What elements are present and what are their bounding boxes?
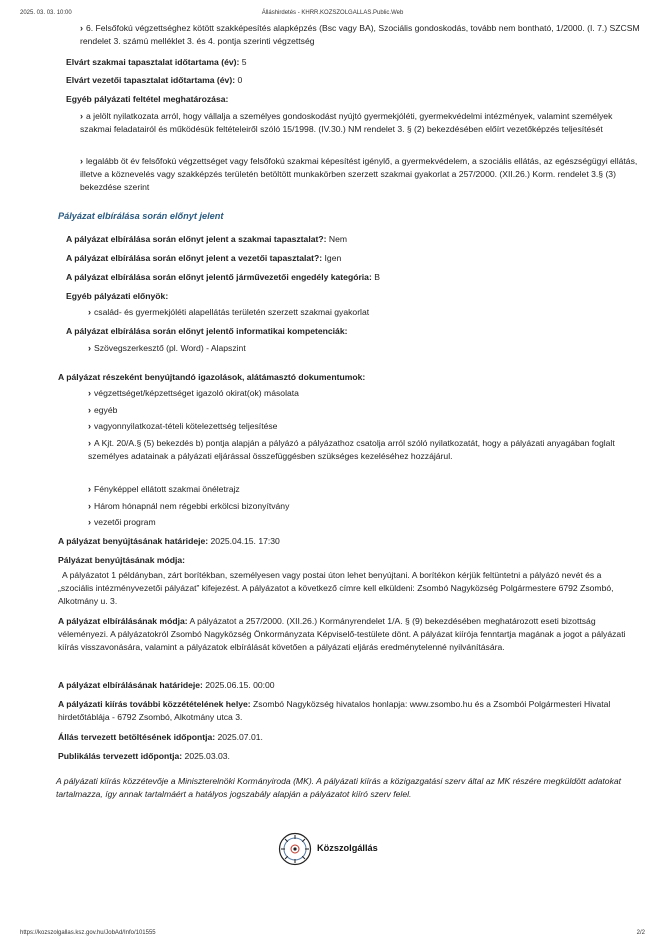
list-item: › egyéb <box>88 405 118 415</box>
list-item: › A Kjt. 20/A.§ (5) bekezdés b) pontja alapján a pályázó a pályázathoz csatolja arról szóló nyilatkozatát, hogy a pályázati anyagában foglalt személyes adatainak a pályázati eljárással összefüggésben szükséges kezeléséhez hozzájárul. <box>88 438 615 461</box>
print-title: Álláshirdetés - KHRR.KOZSZOLGALLAS.Public.Web <box>261 10 404 16</box>
advantage-prof-row: A pályázat elbírálása során előnyt jelent a szakmai tapasztalat?: Nem <box>66 234 348 244</box>
print-header <box>20 10 645 20</box>
chevron-right-icon: › <box>88 405 91 415</box>
list-item: › Fényképpel ellátott szakmai önéletrajz <box>88 484 240 494</box>
documents-label: A pályázat részeként benyújtandó igazolások, alátámasztó dokumentumok: <box>58 372 366 382</box>
list-item: › család- és gyermekjóléti alapellátás területén szerzett szakmai gyakorlat <box>88 307 370 317</box>
chevron-right-icon: › <box>88 421 91 431</box>
list-item: › legalább öt év felsőfokú végzettséget vagy felsőfokú szakmai képesítést igénylő, a gyermekvédelem, a szociális ellátás, az egészségügyi ellátás, illetve a köznevelés vagy szakképzés területén betöltött munkakörben szerzett szakmai gyakorlat a 257/2000. (XII.26.) Korm. rendelet 3.§ (3) bekezdése szerint <box>80 156 638 192</box>
chevron-right-icon: › <box>88 343 91 353</box>
advantage-section-title: Pályázat elbírálása során előnyt jelent <box>58 211 224 221</box>
kozszolgallas-logo <box>278 832 398 868</box>
chevron-right-icon: › <box>80 111 83 121</box>
education-bullet: › 6. Felsőfokú végzettséghez kötött szakképesítés alapképzés (Bsc vagy BA), Szociális gondoskodás, tovább nem bontható, 1/2000. (I. 7.) SZCSM rendelet 3. számú melléklet 3. és 4. pontja szerinti végzettség <box>80 23 640 46</box>
fill-date-row: Állás tervezett betöltésének időpontja: 2025.07.01. <box>58 732 263 742</box>
publish-date-row: Publikálás tervezett időpontja: 2025.03.03. <box>58 751 230 761</box>
print-date: 2025. 03. 03. 10:00 <box>20 10 72 16</box>
chevron-right-icon: › <box>88 484 91 494</box>
chevron-right-icon: › <box>88 438 91 448</box>
chevron-right-icon: › <box>88 501 91 511</box>
submission-label: Pályázat benyújtásának módja: <box>58 555 186 565</box>
advantage-lead-row: A pályázat elbírálása során előnyt jelent a vezetői tapasztalat?: Igen <box>66 253 342 263</box>
disclaimer-note: A pályázati kiírás közzétevője a Miniszterelnöki Kormányiroda (MK). A pályázati kiírás a közigazgatási szerv által az MK részére megküldött adatokat tartalmazza, így annak tartalmáért a hatályos jogszabály alapján a pályázatot kiíró szerv felel. <box>56 776 622 800</box>
evaluation-block: A pályázat elbírálásának módja: A pályázatot a 257/2000. (XII.26.) Kormányrendelet 1/A. § (9) bekezdésében meghatározott eseti bizottság véleményezi. A pályázatokról Zsombó Nagyközség Önkormányzata Képviselő-testülete dönt. A pályázat kiírója fenntartja magának a jogot a pályázati kiírás visszavonására, valamint a pályázatok elbírálását követően a pályázati eljárás eredménytelenné nyilvánítására. <box>58 616 626 652</box>
publication-place-block: A pályázati kiírás további közzétételének helye: Zsombó Nagyközség hivatalos honlapja: www.zsombo.hu és a Zsombói Polgármesteri Hivatal hirdetőtáblája - 6792 Zsombó, Alkotmány utca 3. <box>58 699 611 722</box>
lead-experience-row: Elvárt vezetői tapasztalat időtartama (év): 0 <box>66 75 243 85</box>
list-item: › a jelölt nyilatkozata arról, hogy vállalja a személyes gondoskodást nyújtó gyermekjóléti, gyermekvédelmi intézmények, valamint személyek szakmai feladatairól és működésük feltételeiről szóló 15/1998. (IV.30.) NM rendelet 3. § (2) bekezdésében előírt vezetőképzés teljesítését <box>80 111 613 134</box>
advantage-it-label: A pályázat elbírálása során előnyt jelentő informatikai kompetenciák: <box>66 326 348 336</box>
prof-experience-row: Elvárt szakmai tapasztalat időtartama (év): 5 <box>66 57 247 67</box>
eval-deadline-row: A pályázat elbírálásának határideje: 2025.06.15. 00:00 <box>58 680 275 690</box>
chevron-right-icon: › <box>88 307 91 317</box>
page-number: 2/2 <box>636 930 645 936</box>
chevron-right-icon: › <box>80 23 83 33</box>
deadline-row: A pályázat benyújtásának határideje: 2025.04.15. 17:30 <box>58 536 280 546</box>
list-item: › végzettséget/képzettséget igazoló okirat(ok) másolata <box>88 388 299 398</box>
emblem-icon <box>278 832 312 866</box>
chevron-right-icon: › <box>88 388 91 398</box>
page-url: https://kozszolgallas.ksz.gov.hu/JobAd/Info/101555 <box>20 930 156 936</box>
advantage-license-row: A pályázat elbírálása során előnyt jelentő járművezetői engedély kategória: B <box>66 272 380 282</box>
submission-text: A pályázatot 1 példányban, zárt borítékban, személyesen vagy postai úton lehet benyújtani. A borítékon kérjük feltüntetni a pályázó nevét és a „szociális intézményvezetői pályázat” kifejezést. A pályázatot a következő címre kell elküldeni: Zsombó Nagyközség Polgármestere 6792 Zsombó, Alkotmány u. 3. <box>58 570 614 606</box>
list-item: › Szövegszerkesztő (pl. Word) - Alapszint <box>88 343 246 353</box>
chevron-right-icon: › <box>88 517 91 527</box>
list-item: › Három hónapnál nem régebbi erkölcsi bizonyítvány <box>88 501 290 511</box>
other-conditions-label: Egyéb pályázati feltétel meghatározása: <box>66 94 229 104</box>
list-item: › vagyonnyilatkozat-tételi kötelezettség teljesítése <box>88 421 278 431</box>
logo-text: Közszolgállás <box>317 843 378 853</box>
list-item: › vezetői program <box>88 517 156 527</box>
advantage-other-label: Egyéb pályázati előnyök: <box>66 291 169 301</box>
chevron-right-icon: › <box>80 156 83 166</box>
